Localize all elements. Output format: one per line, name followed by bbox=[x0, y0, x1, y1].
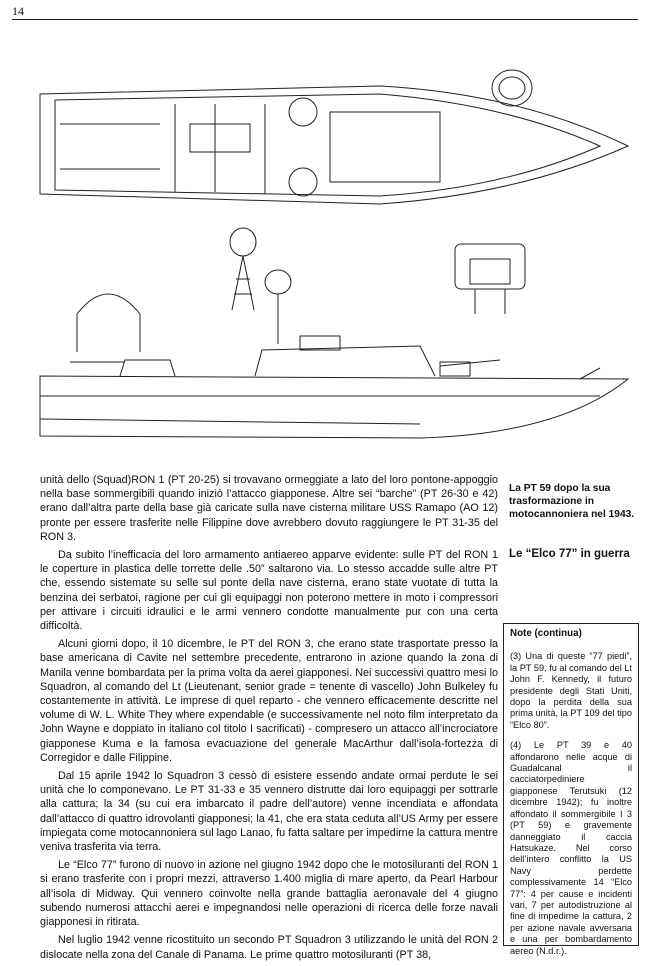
body-paragraph: Da subito l’inefficacia del loro armamento antiaereo apparve evidente: sulle PT del RON 1 le coperture in plastica delle torrette delle .50” saltarono via. Lo stesso accadde sulle altre PT che, essendo sistemate su selle sul ponte della nave cisterna, erano state vuotate di tutta la benzina dei serbatoi, ragione per cui gli equipaggi non poterono mettere in moto i compressori per attivare i circuiti idraulici e le armi vennero condotte manualmente pur con una certa difficoltà. bbox=[40, 549, 498, 633]
notes-title: Note (continua) bbox=[510, 628, 582, 639]
note-item: (4) Le PT 39 e 40 affondarono nelle acque di Guadalcanal il cacciatorpediniere giapponese Terutsuki (12 dicembre 1942); fu inoltre affondato il sommergibile I 3 (PT 59) e gravemente danneggiato il caccia Hatsukaze. Nel corso dell’intero conflitto la US Navy perdette complessivamente 14 “Elco 77”: 4 per cause e incidenti vari, 7 per autodistruzione al fine di impedirne la cattura, 2 per azione navale avversaria e una per bombardamento aereo (N.d.r.). bbox=[510, 740, 632, 956]
body-paragraph: Le “Elco 77” furono di nuovo in azione nel giugno 1942 dopo che le motosiluranti del RON 1 si erano trasferite con i propri mezzi, attraverso 1.400 miglia di mare aperto, da Pearl Harbour all’isola di Midway. Qui vennero coinvolte nella grande battaglia aeronavale del 4 giugno subendo numerosi attacchi aerei e impegnandosi nelle operazioni di ricerca delle forze navali giapponesi in ritirata. bbox=[40, 859, 498, 929]
note-item: (3) Una di queste “77 piedi”, la PT 59, fu al comando del Lt John F. Kennedy, il futuro presidente degli Stati Uniti, dopo la perdita della sua prima unità, la PT 109 del tipo “Elco 80”. bbox=[510, 651, 632, 730]
mast-detail-drawing bbox=[230, 228, 256, 310]
body-paragraph: Dal 15 aprile 1942 lo Squadron 3 cessò di esistere essendo andate ormai perdute le sei unità che lo componevano. Le PT 31-33 e 35 vennero distrutte dai loro equipaggi per sottrarle alla cattura; la 34 (su cui era imbarcato il padre dell’autore) venne incendiata e affondata dall’attacco di quattro idrovolanti giapponesi; la 41, che era stata ceduta all’US Army per essere impiegata come motocannoniera sul lago Lanao, fu fatta saltare per impedirne la cattura mentre veniva trasferita via terra. bbox=[40, 770, 498, 854]
turret-section-drawing bbox=[455, 244, 525, 314]
notes-box bbox=[503, 623, 639, 956]
section-title: Le “Elco 77” in guerra bbox=[509, 548, 630, 560]
boat-drawings bbox=[0, 24, 650, 464]
page-number: 14 bbox=[12, 4, 24, 18]
figure-caption: La PT 59 dopo la sua trasformazione in motocannoniera nel 1943. bbox=[509, 483, 635, 520]
plan-view-drawing bbox=[40, 70, 628, 204]
body-text bbox=[40, 473, 498, 966]
body-paragraph: unità dello (Squad)RON 1 (PT 20-25) si trovavano ormeggiate a lato del loro pontone-appoggio nella base sommergibili quando iniziò l’attacco giapponese. Altre sei “barche” (PT 26-30 e 42) erano dall’altra parte della base già caricate sulla nave cisterna militare USS Ramapo (AO 12) pronte per essere trasferite nelle Filippine dove avrebbero dovuto raggiungere le PT 31-35 del RON 3. bbox=[40, 474, 498, 543]
side-profile-drawing bbox=[40, 270, 628, 438]
body-paragraph: Nel luglio 1942 venne ricostituito un secondo PT Squadron 3 utilizzando le unità del RON 2 dislocate nella zona del Canale di Panama. Le prime quattro motosiluranti (PT 38, bbox=[40, 934, 498, 961]
body-paragraph: Alcuni giorni dopo, il 10 dicembre, le PT del RON 3, che erano state trasportate presso la base americana di Cavite nel settembre precedente, entrarono in azione quando la zona di Manila venne bombardata per la prima volta da aerei giapponesi. Nei successivi quattro mesi lo Squadron, al comando del Lt (Lieutenant, senior grade = tenente di vascello) John Bulkeley fu costantemente in attività. Le imprese di quel reparto - che vennero efficacemente descritte nel volume di W. L. White They where expendable (e successivamente nel noto film interpretato da John Wayne e doppiato in italiano col titolo I sacrificati) - compresero un attacco all’incrociatore giapponese Kuma e la famosa evacuazione del generale MacArthur dall’isola-fortezza di Corregidor e dalle Filippine. bbox=[40, 638, 498, 764]
header-rule bbox=[12, 19, 638, 20]
cabin-section-drawing bbox=[77, 294, 140, 352]
